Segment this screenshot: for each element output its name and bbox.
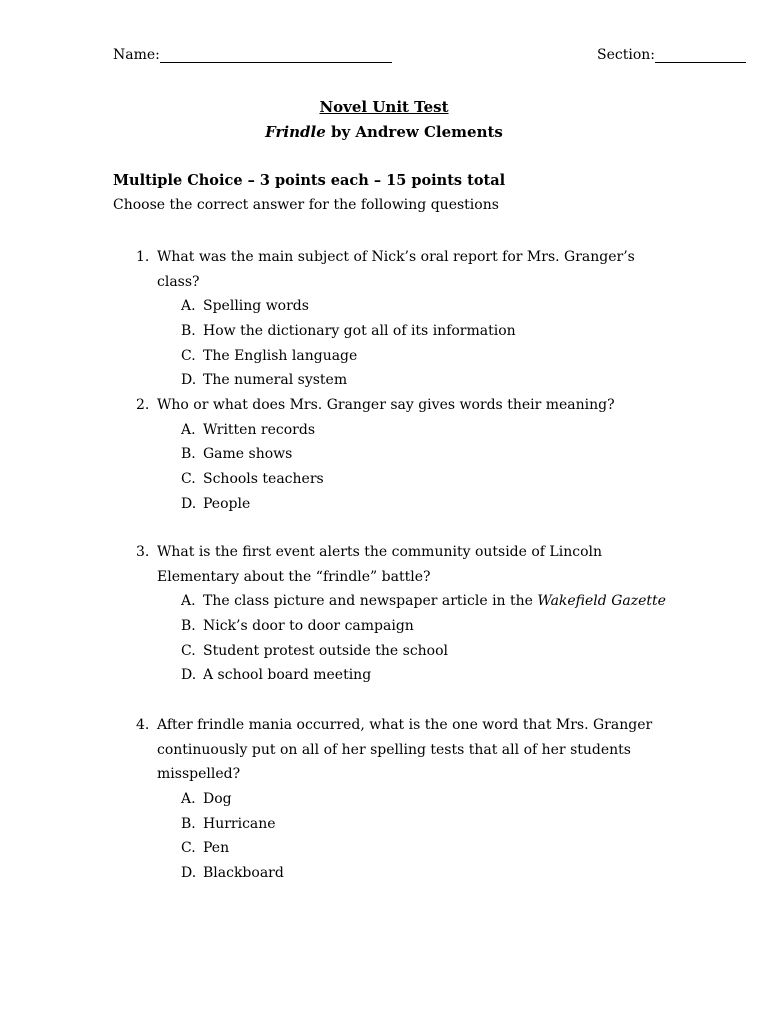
question-3 <box>136 540 666 688</box>
name-label: Name: <box>113 47 160 63</box>
option-text: The English language <box>203 347 358 364</box>
question-text: Who or what does Mrs. Granger say gives words their meaning? <box>157 397 615 413</box>
option-letter: A. <box>181 298 196 315</box>
option-text: How the dictionary got all of its information <box>203 323 516 340</box>
option-text: Pen <box>203 840 230 857</box>
book-author: by Andrew Clements <box>325 123 503 141</box>
option-letter: B. <box>181 618 196 635</box>
option-text: Schools teachers <box>203 471 324 488</box>
option-letter: C. <box>181 642 196 659</box>
option-letter: C. <box>181 840 196 857</box>
answer-option <box>181 344 656 369</box>
option-letter: D. <box>181 667 197 684</box>
instructions: Choose the correct answer for the following questions <box>113 197 499 213</box>
answer-options <box>136 294 656 393</box>
option-letter: C. <box>181 347 196 364</box>
question-1 <box>136 245 656 393</box>
question-text: What was the main subject of Nick’s oral report for Mrs. Granger’s class? <box>157 249 635 290</box>
newspaper-title: Wakefield Gazette <box>537 593 666 610</box>
answer-option <box>181 368 656 393</box>
answer-option <box>181 319 656 344</box>
option-text: Student protest outside the school <box>203 642 449 659</box>
answer-options <box>136 589 666 688</box>
section-label: Section: <box>597 47 655 63</box>
answer-option <box>181 418 656 443</box>
section-blank-line <box>655 46 746 63</box>
option-text: Blackboard <box>203 865 284 882</box>
answer-option <box>181 442 656 467</box>
answer-options <box>136 418 656 517</box>
option-letter: B. <box>181 815 196 832</box>
test-subtitle <box>0 123 768 141</box>
question-text: After frindle mania occurred, what is the one word that Mrs. Granger continuously put on all of her spelling tests that all of her students misspelled? <box>157 717 653 783</box>
answer-options <box>136 787 656 886</box>
answer-option <box>181 836 656 861</box>
option-letter: C. <box>181 471 196 488</box>
option-text-plain: The class picture and newspaper article in the <box>203 593 538 610</box>
question-number: 3. <box>136 544 150 560</box>
option-text: Nick’s door to door campaign <box>203 618 414 635</box>
question-4 <box>136 713 656 886</box>
option-letter: A. <box>181 593 196 610</box>
answer-option <box>181 812 656 837</box>
answer-option <box>181 492 656 517</box>
section-field <box>597 46 746 63</box>
question-number: 1. <box>136 249 150 265</box>
option-letter: A. <box>181 421 196 438</box>
answer-option <box>181 614 656 639</box>
book-title: Frindle <box>265 123 326 141</box>
option-text: Dog <box>203 791 232 808</box>
option-text <box>203 589 666 614</box>
answer-option <box>181 861 656 886</box>
option-letter: D. <box>181 372 197 389</box>
question-2 <box>136 393 656 516</box>
answer-option <box>181 663 656 688</box>
option-text: The numeral system <box>203 372 348 389</box>
answer-option <box>181 467 656 492</box>
question-text: What is the first event alerts the community outside of Lincoln Elementary about the “frindle” battle? <box>157 544 602 585</box>
option-letter: B. <box>181 323 196 340</box>
option-text: Game shows <box>203 446 293 463</box>
answer-option <box>181 589 666 614</box>
name-field <box>113 46 392 63</box>
option-text: Written records <box>203 421 316 438</box>
answer-option <box>181 294 656 319</box>
question-number: 4. <box>136 717 150 733</box>
option-text: Spelling words <box>203 298 309 315</box>
option-letter: A. <box>181 791 196 808</box>
option-letter: B. <box>181 446 196 463</box>
option-text: People <box>203 495 251 512</box>
test-title: Novel Unit Test <box>319 98 449 116</box>
option-letter: D. <box>181 495 197 512</box>
answer-option <box>181 639 656 664</box>
option-text: Hurricane <box>203 815 276 832</box>
section-heading: Multiple Choice – 3 points each – 15 points total <box>113 172 506 189</box>
option-letter: D. <box>181 865 197 882</box>
answer-option <box>181 787 656 812</box>
name-blank-line <box>160 46 392 63</box>
option-text: A school board meeting <box>203 667 372 684</box>
student-info-row <box>113 46 746 70</box>
question-number: 2. <box>136 397 150 413</box>
